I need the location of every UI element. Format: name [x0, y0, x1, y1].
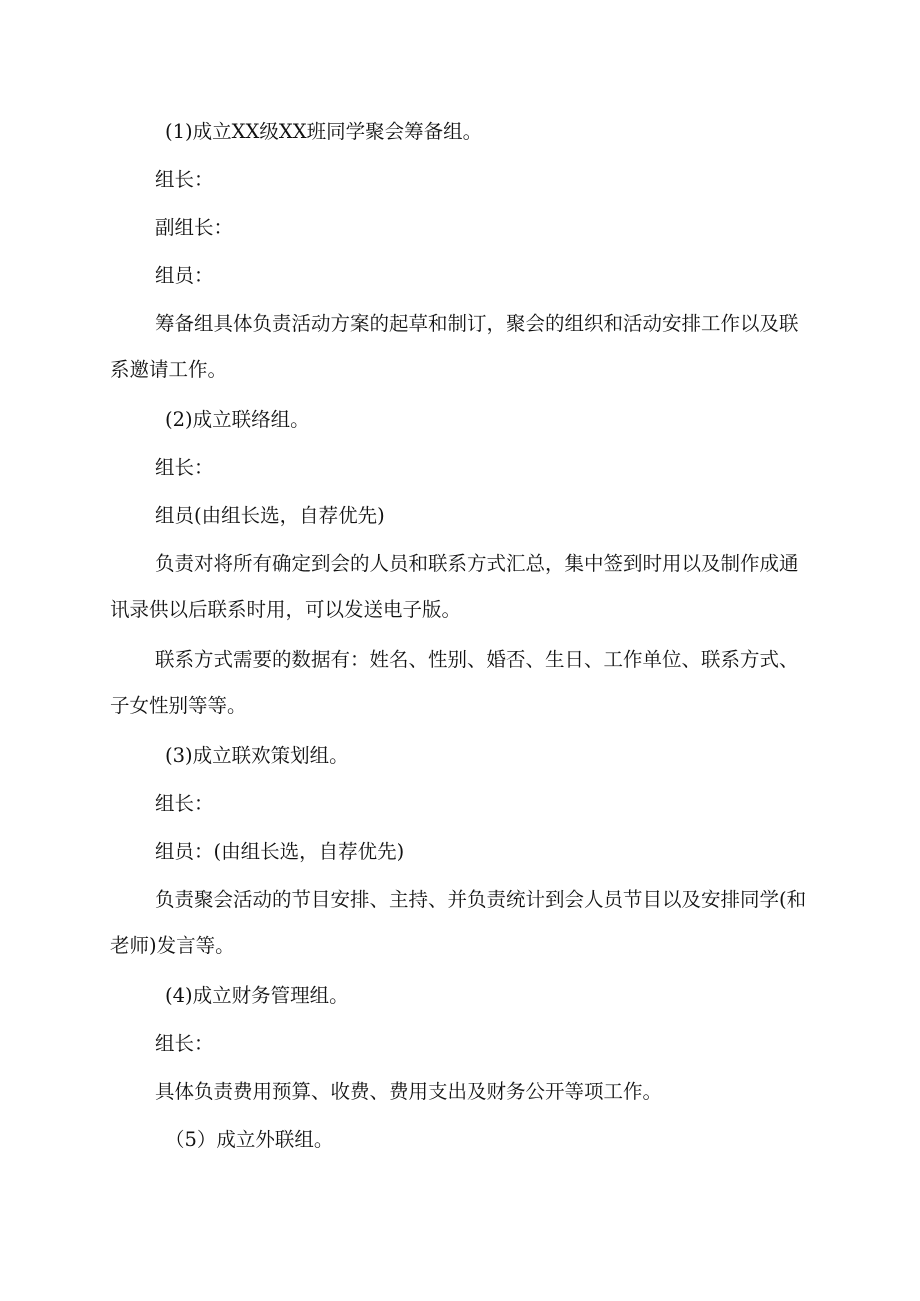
paragraph: 联系方式需要的数据有：姓名、性别、婚否、生日、工作单位、联系方式、子女性别等等。 — [110, 648, 799, 717]
paragraph: 负责聚会活动的节目安排、主持、并负责统计到会人员节目以及安排同学(和老师)发言等。 — [110, 888, 807, 957]
paragraph: 组员(由组长选，自荐优先) — [155, 504, 385, 527]
paragraph: 组长： — [155, 456, 214, 479]
paragraph: 筹备组具体负责活动方案的起草和制订，聚会的组织和活动安排工作以及联系邀请工作。 — [110, 312, 799, 381]
section-heading-5: （5）成立外联组。 — [165, 1128, 334, 1151]
paragraph: 组长： — [155, 1032, 214, 1055]
paragraph: 组员： — [155, 264, 214, 287]
section-heading-3: (3)成立联欢策划组。 — [165, 744, 349, 767]
paragraph: 副组长： — [155, 216, 234, 239]
paragraph: 组长： — [155, 168, 214, 191]
section-heading-2: (2)成立联络组。 — [165, 408, 310, 431]
paragraph: 负责对将所有确定到会的人员和联系方式汇总，集中签到时用以及制作成通讯录供以后联系时用，可以发送电子版。 — [110, 552, 799, 621]
paragraph: 具体负责费用预算、收费、费用支出及财务公开等项工作。 — [155, 1080, 663, 1103]
section-heading-1: (1)成立XX级XX班同学聚会筹备组。 — [165, 120, 483, 143]
section-heading-4: (4)成立财务管理组。 — [165, 984, 349, 1007]
paragraph: 组长： — [155, 792, 214, 815]
paragraph: 组员：(由组长选，自荐优先) — [155, 840, 405, 863]
